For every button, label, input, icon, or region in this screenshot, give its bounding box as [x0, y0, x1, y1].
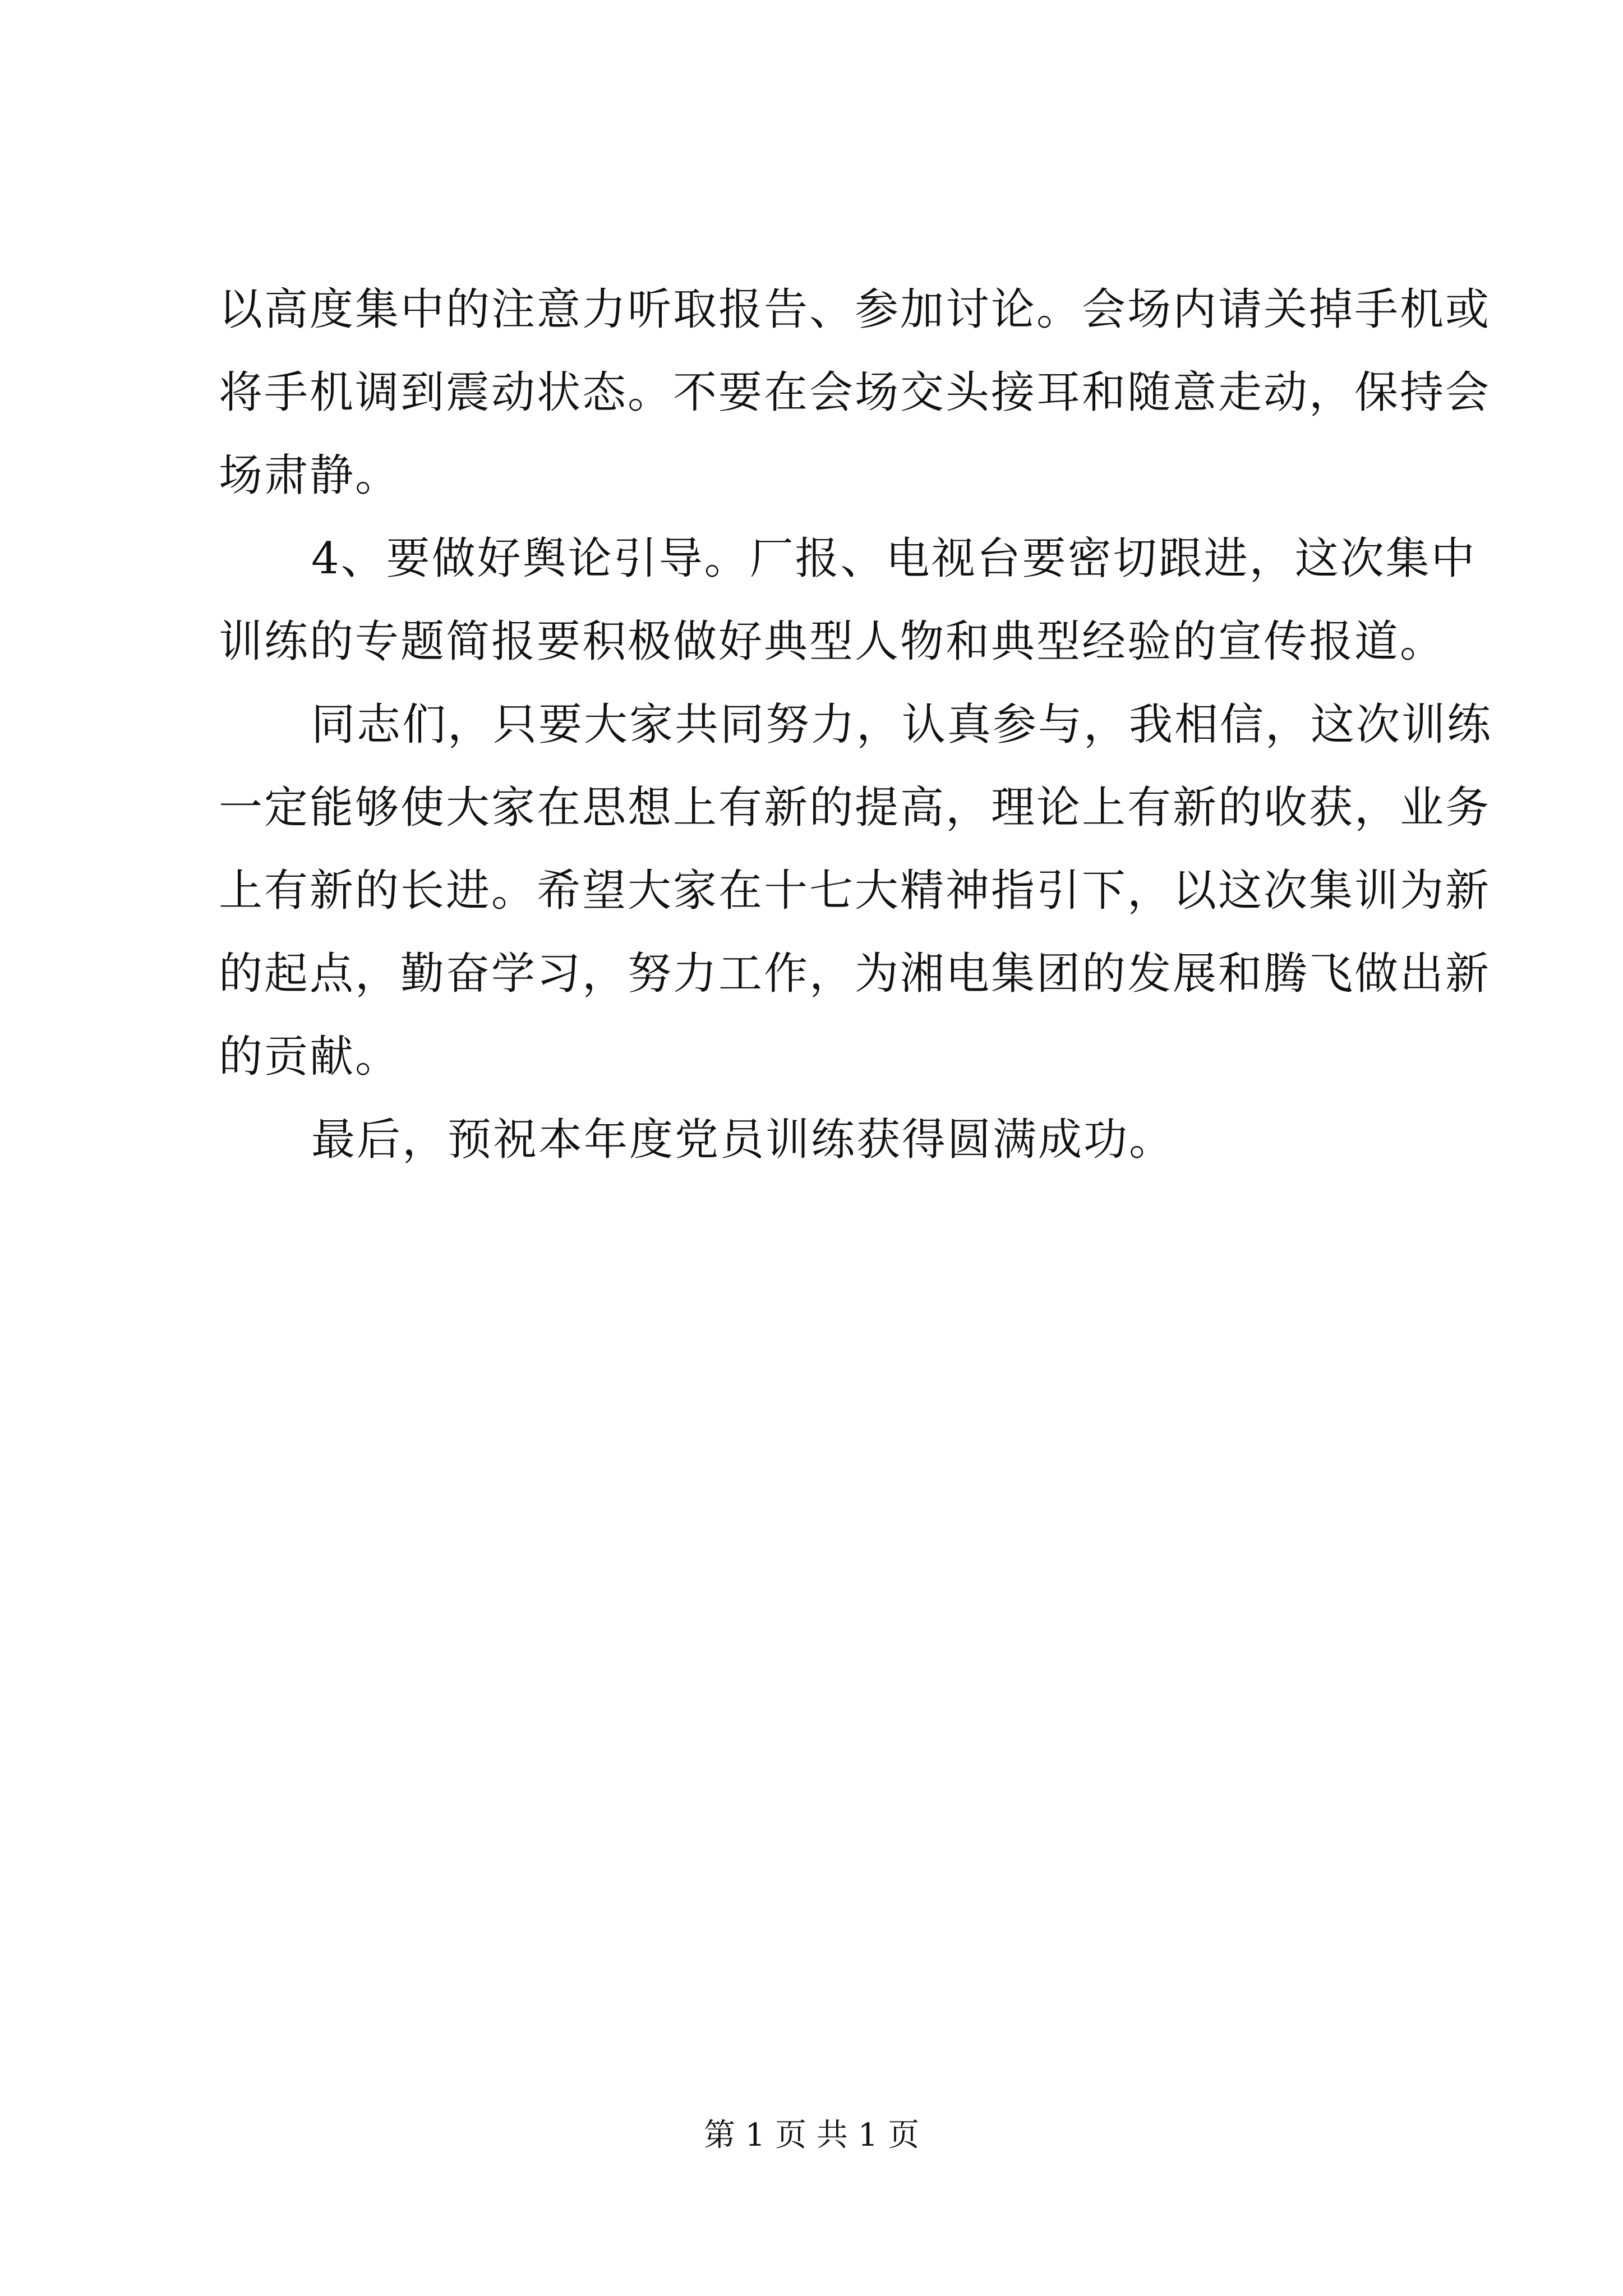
- paragraph-line: 同志们，只要大家共同努力，认真参与，我相信，这次训练: [311, 700, 1493, 750]
- paragraph-comrades: [219, 683, 1493, 1098]
- paragraph-line: 的起点，勤奋学习，努力工作，为湘电集团的发展和腾飞做出新: [219, 949, 1491, 999]
- paragraph-line: 场肃静。: [219, 450, 401, 501]
- paragraph-line: 训练的专题简报要积极做好典型人物和典型经验的宣传报道。: [219, 616, 1446, 667]
- paragraph-line: 上有新的长进。希望大家在十七大精神指引下，以这次集训为新: [219, 866, 1491, 916]
- paragraph-line: 4、要做好舆论引导。厂报、电视台要密切跟进，这次集中: [311, 533, 1477, 584]
- paragraph-public-opinion: [219, 517, 1477, 683]
- paragraph-meeting-discipline: [219, 268, 1491, 517]
- paragraph-line: 将手机调到震动状态。不要在会场交头接耳和随意走动，保持会: [219, 367, 1491, 418]
- page-number-footer: 第 1 页 共 1 页: [703, 2117, 920, 2154]
- paragraph-line: 以高度集中的注意力听取报告、参加讨论。会场内请关掉手机或: [219, 284, 1491, 335]
- paragraph-line: 一定能够使大家在思想上有新的提高，理论上有新的收获，业务: [219, 783, 1491, 833]
- paragraph-closing: [219, 1098, 1441, 1181]
- paragraph-line: 的贡献。: [219, 1032, 401, 1082]
- paragraph-line: 最后，预祝本年度党员训练获得圆满成功。: [311, 1115, 1175, 1165]
- document-body: [219, 268, 1493, 1181]
